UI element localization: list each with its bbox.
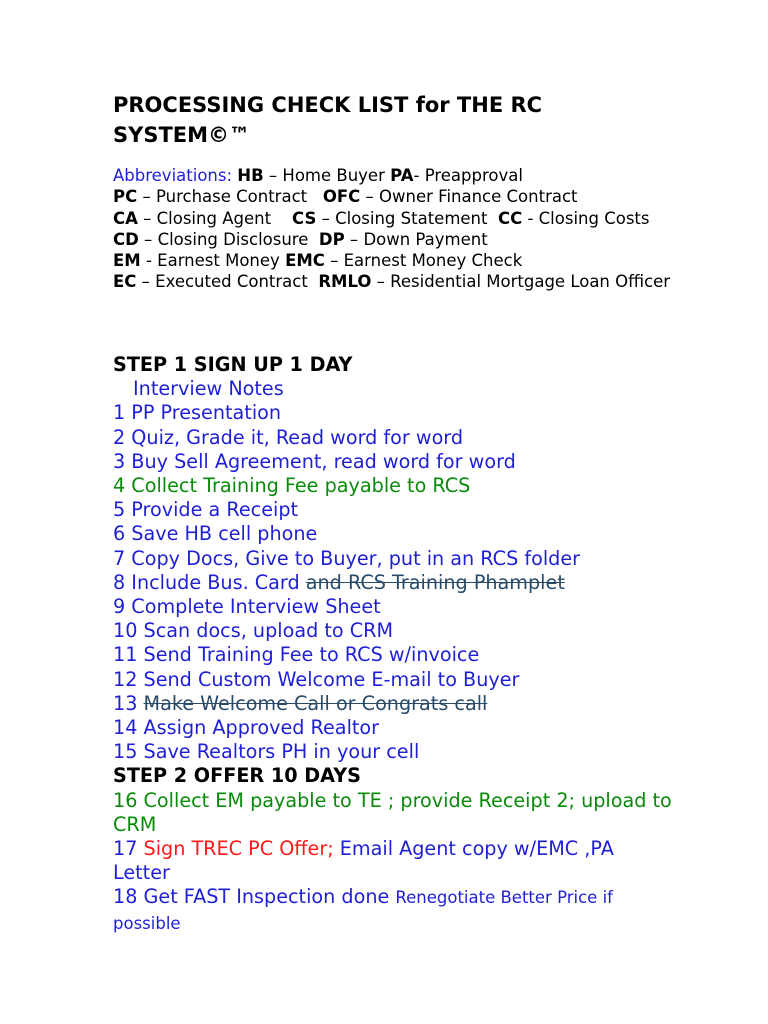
abbr-sep: –	[371, 272, 391, 292]
abbr-key-pa: PA	[390, 166, 414, 185]
item-17-rest: Email Agent copy w/EMC ,PA Letter	[113, 837, 614, 885]
item-13-number: 13	[113, 691, 144, 715]
abbr-key-em: EM	[113, 251, 141, 271]
step-1-heading: STEP 1 SIGN UP 1 DAY	[113, 353, 353, 376]
item-13-struck-text: Make Welcome Call or Congrats call	[143, 691, 488, 715]
abbr-sep: –	[316, 208, 336, 228]
item-8-text: 8 Include Bus. Card	[113, 570, 306, 594]
checklist-item: 14 Assign Approved Realtor	[113, 716, 380, 740]
abbr-sep: –	[344, 229, 364, 249]
checklist-item: 2 Quiz, Grade it, Read word for word	[113, 425, 464, 449]
item-8-struck-text: and RCS Training Phamplet	[305, 570, 565, 594]
abbr-sep: -	[522, 208, 539, 228]
abbr-line-1	[113, 165, 673, 186]
item-18-small: Renegotiate Better Price if possible	[113, 888, 613, 933]
abbr-label: Abbreviations:	[113, 166, 233, 185]
abbr-text-pa: Preapproval	[424, 166, 523, 185]
item-17-number: 17	[113, 837, 144, 861]
checklist-item: 12 Send Custom Welcome E-mail to Buyer	[113, 667, 520, 691]
abbr-line-2	[113, 186, 673, 207]
abbr-text-cc: Closing Costs	[538, 208, 650, 228]
abbr-key-ca: CA	[113, 208, 138, 228]
abbr-text-cs: Closing Statement	[335, 208, 488, 228]
abbr-key-hb: HB	[237, 166, 264, 185]
abbr-sep: –	[136, 272, 156, 292]
abbr-key-cd: CD	[113, 229, 139, 249]
abbr-text-cd: Closing Disclosure	[157, 229, 309, 249]
abbreviations-block	[113, 165, 673, 293]
abbr-sep: –	[137, 208, 157, 228]
checklist-item: 10 Scan docs, upload to CRM	[113, 619, 394, 643]
abbr-line-6	[113, 271, 673, 292]
abbr-sep: –	[137, 187, 156, 207]
checklist-item-16: 16 Collect EM payable to TE ; provide Receipt 2; upload to CRM	[113, 788, 672, 836]
abbr-text-ofc: Owner Finance Contract	[379, 187, 578, 207]
abbr-line-4	[113, 229, 673, 250]
abbr-text-emc: Earnest Money Check	[343, 251, 523, 271]
abbr-text-pc: Purchase Contract	[155, 187, 308, 207]
abbr-text-dp: Down Payment	[363, 229, 488, 249]
checklist-item: 4 Collect Training Fee payable to RCS	[113, 474, 471, 498]
checklist-item: 5 Provide a Receipt	[113, 498, 299, 522]
abbr-text-rmlo: Residential Mortgage Loan Officer	[390, 272, 671, 292]
abbr-line-3	[113, 208, 673, 229]
abbr-text-ca: Closing Agent	[156, 208, 272, 228]
abbr-key-cc: CC	[497, 208, 523, 228]
checklist-item: 15 Save Realtors PH in your cell	[113, 740, 420, 764]
abbr-sep: –	[360, 187, 380, 207]
abbr-sep: –	[263, 166, 283, 185]
checklist-item-13	[113, 692, 673, 716]
abbr-sep: –	[324, 251, 344, 271]
abbr-key-rmlo: RMLO	[318, 272, 372, 292]
step-2-heading: STEP 2 OFFER 10 DAYS	[113, 764, 361, 788]
abbr-text-em: Earnest Money	[157, 251, 280, 271]
checklist-item: 3 Buy Sell Agreement, read word for word	[113, 449, 516, 473]
checklist-item: 11 Send Training Fee to RCS w/invoice	[113, 643, 480, 667]
item-18-main: 18 Get FAST Inspection done	[113, 885, 396, 909]
abbr-text-ec: Executed Contract	[155, 272, 308, 292]
abbr-key-pc: PC	[113, 187, 138, 207]
abbr-key-ofc: OFC	[322, 187, 361, 207]
abbr-key-cs: CS	[292, 208, 317, 228]
checklist-item: 1 PP Presentation	[113, 401, 282, 425]
abbr-sep: –	[138, 229, 158, 249]
checklist-item: 6 Save HB cell phone	[113, 522, 318, 546]
checklist-item: 7 Copy Docs, Give to Buyer, put in an RCS folder	[113, 546, 581, 570]
page-title: PROCESSING CHECK LIST for THE RC SYSTEM©™	[113, 93, 543, 147]
abbr-key-emc: EMC	[285, 251, 325, 271]
abbr-line-5	[113, 250, 673, 271]
abbr-sep: -	[413, 166, 425, 185]
abbr-sep: -	[140, 251, 158, 271]
checklist-item-8	[113, 571, 673, 595]
abbr-key-dp: DP	[318, 229, 345, 249]
interview-notes: Interview Notes	[133, 377, 284, 401]
item-17-red-text: Sign TREC PC Offer;	[143, 837, 334, 861]
abbr-text-hb: Home Buyer	[282, 166, 385, 185]
abbr-key-ec: EC	[113, 272, 137, 292]
checklist-item: 9 Complete Interview Sheet	[113, 595, 381, 619]
checklist	[113, 353, 673, 936]
checklist-item-17	[113, 837, 673, 885]
checklist-item-18	[113, 885, 673, 935]
